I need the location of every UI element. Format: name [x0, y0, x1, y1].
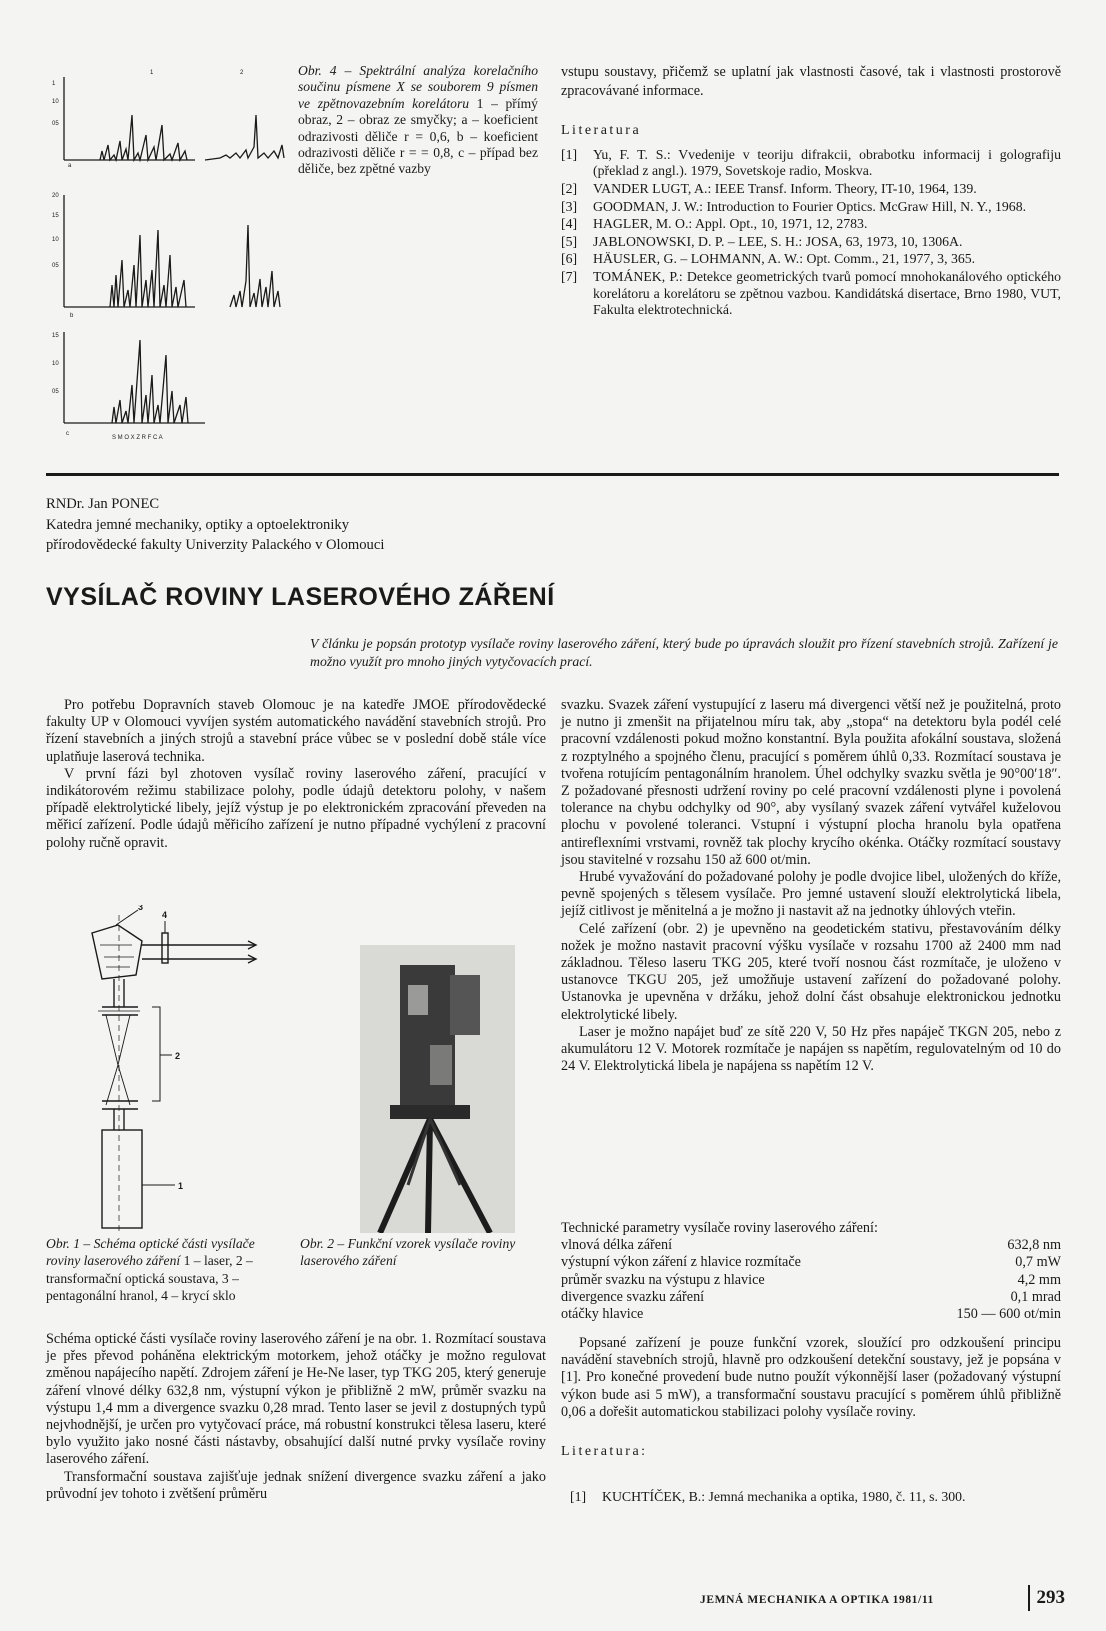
reference-number: [1]	[570, 1489, 587, 1504]
left-column-intro	[46, 697, 546, 852]
page-footer	[700, 1585, 1065, 1613]
figure-1-caption	[46, 1235, 286, 1305]
parameter-label: divergence svazku záření	[561, 1288, 705, 1305]
parameter-row	[561, 1254, 1061, 1271]
reference-text: TOMÁNEK, P.: Detekce geometrických tvarů pomocí mnohokanálového optického korelátoru a korelátoru se zpětnou vazbou. Kandidátská disertace, Brno 1980, VUT, Fakulta elektrotechnická.	[593, 268, 1061, 318]
reference-number: [4]	[561, 216, 578, 232]
article-title: VYSÍLAČ ROVINY LASEROVÉHO ZÁŘENÍ	[46, 583, 555, 611]
reference-list-2	[570, 1488, 1060, 1506]
reference-number: [6]	[561, 251, 578, 267]
author-name: RNDr. Jan PONEC	[46, 496, 160, 512]
fig4-caption-lead: Obr. 4 – Spektrální analýza korelačního součinu písmene X se souborem 9 písmen ve zpětnovazebním korelátoru	[298, 63, 538, 111]
fig4-axis-letters: S M O X Z R F C A	[112, 435, 163, 441]
paragraph: Hrubé vyvažování do požadované polohy je podle dvojice libel, uložených do kříže, pevně spojených s tělesem vysílače. Pro jemné ustavení slouží elektrolytická libela, jejíž citlivost je měnitelná a je možno ji nastavit až na jednotky úhlových vteřin.	[561, 869, 1061, 920]
reference-number: [2]	[561, 180, 578, 196]
fig1-label-cover-glass: 4	[162, 910, 168, 920]
left-column-body	[46, 1331, 546, 1503]
figure-1-optical-schematic	[80, 905, 280, 1235]
fig4-caption-body: 1 – přímý obraz, 2 – obraz ze smyčky; a – koeficient odrazivosti děliče r = 0,6, b – koeficient odrazivosti děliče r = = 0,8, c – případ bez děliče, bez zpětné vazby	[298, 95, 538, 177]
paragraph: Schéma optické části vysílače roviny laserového záření je na obr. 1. Rozmítací soustava je přes převod poháněna elektrickým motorkem, jehož otáčky je možno regulovat změnou napájecího napětí. Zdrojem záření je He-Ne laser, typ TKG 205, který generuje záření vlnové délky 632,8 nm, výstupní výkon je přibližně 2 mW, průměr svazku na výstupu 1,4 mm a divergence svazku 0,28 mrad. Tento laser se jevil z dostupných typů nejvhodnější, je určen pro vytyčovací práce, má robustní konstrukci tělesa laseru, které bylo využito jako nosné části nástavby, obsahující další nutné prvky vysílače roviny laserového záření.	[46, 1331, 546, 1468]
parameter-value: 0,1 mrad	[1010, 1288, 1061, 1305]
reference-item	[561, 181, 1061, 198]
reference-item	[561, 216, 1061, 233]
fig1-label-prism: 3	[138, 905, 144, 912]
paragraph: Pro potřebu Dopravních staveb Olomouc je na katedře JMOE přírodovědecké fakulty UP v Olomouci vyvíjen systém automatického navádění stavebních strojů. Pro řízení stavebních a jiných strojů a stavební práce vůbec se v poslední době stále více uplatňuje laserová technika.	[46, 697, 546, 765]
figure-4-spectra	[50, 55, 290, 450]
reference-text: GOODMAN, J. W.: Introduction to Fourier Optics. McGraw Hill, N. Y., 1968.	[593, 198, 1027, 214]
svg-text:10: 10	[52, 361, 59, 367]
parameter-value: 0,7 mW	[1015, 1254, 1061, 1271]
parameter-label: vlnová délka záření	[561, 1237, 673, 1254]
parameter-label: výstupní výkon záření z hlavice rozmítače	[561, 1254, 801, 1271]
literature-heading-2: Literatura:	[561, 1444, 648, 1460]
figure-2-caption: Obr. 2 – Funkční vzorek vysílače roviny laserového záření	[300, 1236, 516, 1269]
parameter-row	[561, 1306, 1061, 1323]
optical-schematic-graphic	[80, 905, 280, 1235]
author-faculty: přírodovědecké fakulty Univerzity Palackého v Olomouci	[46, 537, 385, 553]
previous-article-continuation: vstupu soustavy, přičemž se uplatní jak vlastnosti časové, tak i vlastnosti prostorově zpracovávané informace.	[561, 64, 1061, 99]
svg-text:15: 15	[52, 333, 59, 339]
fig4-spectra-graphic	[50, 55, 290, 450]
svg-text:c: c	[66, 431, 69, 437]
author-block	[46, 494, 646, 556]
reference-number: [3]	[561, 198, 578, 214]
right-column-body	[561, 697, 1061, 1075]
fig1-label-laser: 1	[178, 1181, 184, 1191]
fig1-label-optics: 2	[175, 1051, 181, 1061]
reference-list-1	[561, 147, 1061, 319]
svg-text:20: 20	[52, 193, 59, 199]
footer-separator	[1028, 1585, 1030, 1611]
svg-text:15: 15	[52, 213, 59, 219]
previous-article-end	[561, 63, 1061, 319]
reference-number: [7]	[561, 268, 578, 284]
svg-text:05: 05	[52, 263, 59, 269]
literature-heading-1: Literatura	[561, 123, 642, 139]
paragraph: Celé zařízení (obr. 2) je upevněno na geodetickém stativu, přestavováním délky nožek je možno nastavit pracovní výšku vysílače v rozsahu 1700 až 2400 mm nad základnou. Těleso laseru TKG 205, které tvoří nosnou část rozmítače, je uloženo v ustanovce TKGU 205, jež umožňuje ustavení zařízení do požadované polohy. Ustanovka je upevněna v držáku, jehož dolní část obsahuje elektronickou jednotku elektrolytické libely.	[561, 920, 1061, 1023]
reference-item	[561, 234, 1061, 251]
paragraph: Popsané zařízení je pouze funkční vzorek, sloužící pro odzkoušení principu navádění stavebních strojů, hlavně pro odzkoušení detekční soustavy, jež je popsána v [1]. Pro konečné provedení bude nutno použít výkonnější laser (požadovaný výstupní výkon bude asi 5 mW), a transformační soustavu pracující s poměrem úhlů přibližně 0,06 a dořešit automatickou stabilizaci polohy vysílače roviny.	[561, 1335, 1061, 1420]
journal-name: JEMNÁ MECHANIKA A OPTIKA 1981/11	[700, 1594, 934, 1606]
parameter-row	[561, 1237, 1061, 1254]
parameters-title: Technické parametry vysílače roviny laserového záření:	[561, 1220, 878, 1236]
paragraph: Laser je možno napájet buď ze sítě 220 V, 50 Hz přes napáječ TKGN 205, nebo z akumulátoru 12 V. Motorek rozmítače je napájen ss napětím, regulovatelným od 10 do 24 V. Elektrolytická libela je napájena ss napětím 12 V.	[561, 1023, 1061, 1075]
reference-text: Yu, F. T. S.: Vvedenije v teoriju difrakcii, obrabotku informacij i golografiju (překlad z angl.). 1979, Sovetskoje radio, Moskva.	[593, 146, 1061, 179]
parameter-value: 4,2 mm	[1017, 1271, 1061, 1288]
device-photo-graphic	[360, 945, 515, 1233]
figure-2-device-photo	[360, 945, 515, 1233]
svg-text:05: 05	[52, 121, 59, 127]
svg-text:2: 2	[240, 70, 244, 76]
technical-parameters	[561, 1220, 1061, 1323]
reference-number: [1]	[561, 146, 578, 162]
figure-4-caption	[298, 63, 538, 178]
reference-text: VANDER LUGT, A.: IEEE Transf. Inform. Theory, IT-10, 1964, 139.	[593, 180, 977, 196]
fig1-caption-body: 1 – laser, 2 – transformační optická soustava, 3 – pentagonální hranol, 4 – krycí sklo	[46, 1253, 253, 1304]
reference-item	[561, 199, 1061, 216]
reference-item	[570, 1489, 1060, 1506]
author-department: Katedra jemné mechaniky, optiky a optoelektroniky	[46, 516, 349, 533]
parameter-value: 632,8 nm	[1007, 1237, 1061, 1254]
paragraph: svazku. Svazek záření vystupující z laseru má divergenci větší než je použitelná, proto je nutno ji zmenšit na přijatelnou míru tak, aby „stopa“ na detektoru byla podél celé pracovní vzdálenosti pokud možno konstantní. Byla použita afokální soustava, složená z rozptylného a spojného členu, pracující s poměrem úhlů 0,33. Rozmítací soustava je tvořena rotujícím pentagonálním hranolem. Úhel odchylky svazku světla je 90°00′18″. Z požadované přesnosti udržení roviny po celé pracovní vzdálenosti plyne i povolená tolerance na chybu odchylky od 90°, aby vysílaný svazek záření vytvářel kuželovou plochu v povolené toleranci. Vstupní i výstupní plocha hranolu byla opatřena antireflexními vrstvami, rovněž tak plochy krycího okénka. Otáčky rozmítací soustavy jsou stavitelné v rozsahu 150 až 600 ot/min.	[561, 697, 1061, 868]
article-abstract: V článku je popsán prototyp vysílače roviny laserového záření, který bude po úpravách sloužit pro řízení stavebních strojů. Zařízení je možno využít pro mnoho jiných vytyčovacích prací.	[310, 636, 1058, 670]
svg-text:1: 1	[150, 70, 154, 76]
svg-text:05: 05	[52, 389, 59, 395]
right-column-conclusion	[561, 1335, 1061, 1460]
reference-item	[561, 251, 1061, 268]
paragraph: Transformační soustava zajišťuje jednak snížení divergence svazku záření a jako průvodní jev tohoto i zvětšení průměru	[46, 1468, 546, 1502]
page-number: 293	[1036, 1587, 1065, 1608]
reference-text: HÄUSLER, G. – LOHMANN, A. W.: Opt. Comm., 21, 1977, 3, 365.	[593, 251, 976, 267]
svg-text:b: b	[70, 313, 74, 319]
reference-item	[561, 147, 1061, 180]
parameter-row	[561, 1272, 1061, 1289]
reference-text: KUCHTÍČEK, B.: Jemná mechanika a optika, 1980, č. 11, s. 300.	[602, 1489, 966, 1504]
reference-text: JABLONOWSKI, D. P. – LEE, S. H.: JOSA, 63, 1973, 10, 1306A.	[593, 233, 963, 249]
svg-text:10: 10	[52, 99, 59, 105]
parameter-row	[561, 1289, 1061, 1306]
svg-text:10: 10	[52, 237, 59, 243]
parameter-value: 150 — 600 ot/min	[956, 1306, 1061, 1323]
parameter-label: otáčky hlavice	[561, 1306, 644, 1323]
svg-text:1: 1	[52, 81, 56, 87]
svg-text:a: a	[68, 163, 72, 169]
section-divider	[46, 473, 1059, 476]
reference-text: HAGLER, M. O.: Appl. Opt., 10, 1971, 12, 2783.	[593, 216, 868, 232]
reference-item	[561, 269, 1061, 319]
fig1-caption-lead: Obr. 1 – Schéma optické části vysílače roviny laserového záření	[46, 1236, 255, 1269]
paragraph: V první fázi byl zhotoven vysílač roviny laserového záření, pracující v indikátorovém režimu stabilizace polohy, podle údajů detektoru polohy, v našem případě elektrolytické libely, jejíž výstup je po elektronickém zpracování převeden na měřicí zařízení. Podle údajů měřicího zařízení je nutno případné vychýlení z pracovní polohy ručně opravit.	[46, 765, 546, 851]
reference-number: [5]	[561, 233, 578, 249]
parameter-label: průměr svazku na výstupu z hlavice	[561, 1271, 765, 1288]
